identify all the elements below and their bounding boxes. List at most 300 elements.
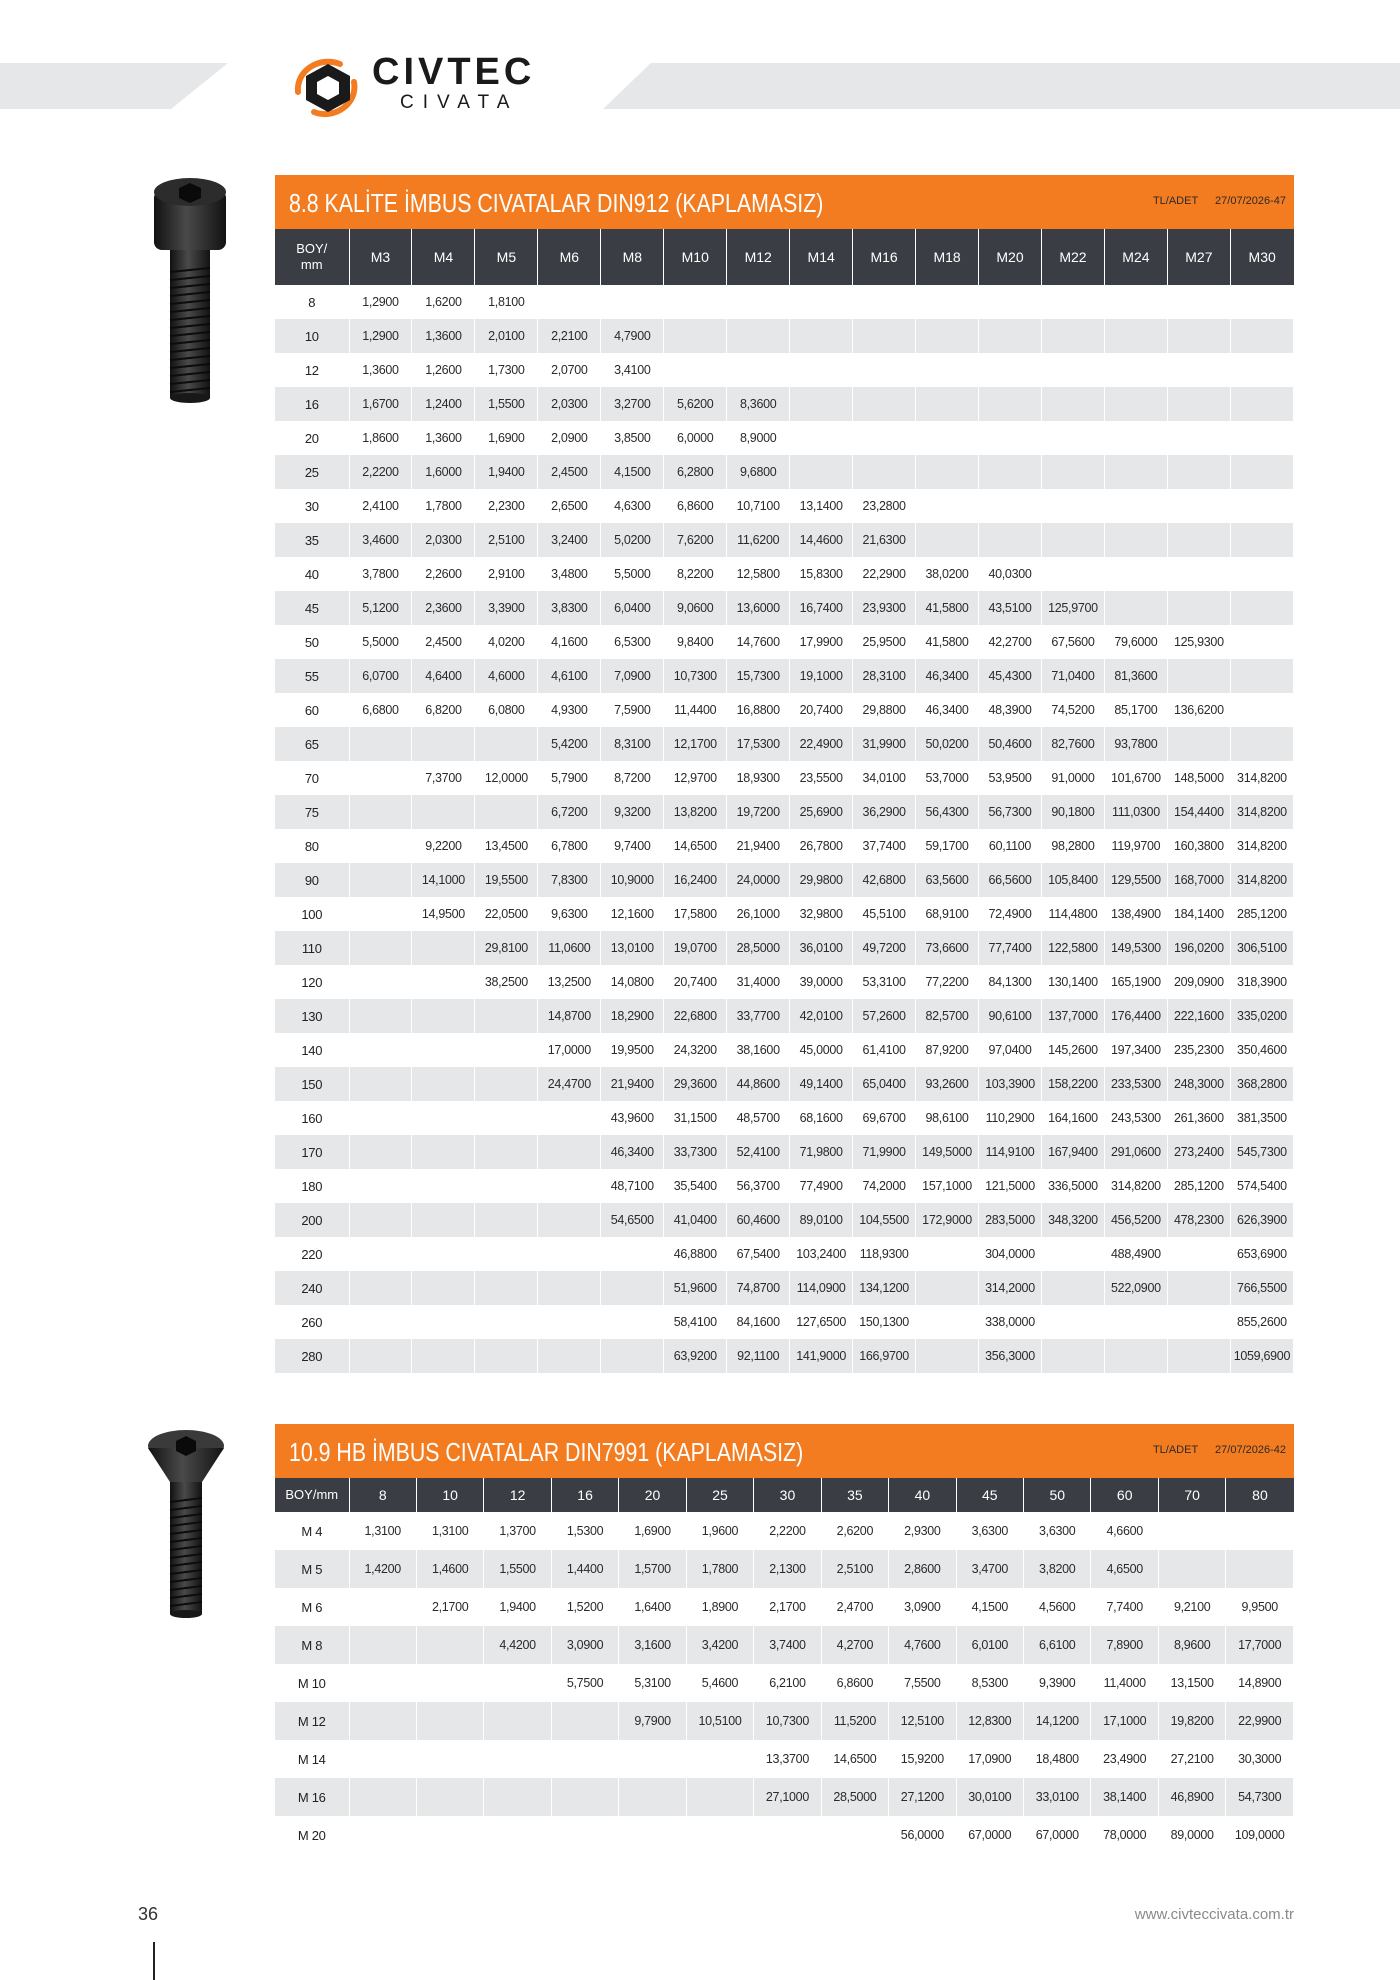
din912-price-cell: 8,3100: [601, 727, 664, 761]
din912-price-cell: 110,2900: [979, 1101, 1042, 1135]
din912-price-cell: 33,7300: [664, 1135, 727, 1169]
din912-price-cell: 273,2400: [1167, 1135, 1230, 1169]
din912-price-cell: 1,2600: [412, 353, 475, 387]
din912-price-cell: 46,3400: [601, 1135, 664, 1169]
din912-price-cell: 101,6700: [1104, 761, 1167, 795]
din912-price-cell: 35,5400: [664, 1169, 727, 1203]
website-url: www.civteccivata.com.tr: [1134, 1906, 1294, 1923]
din7991-price-cell: [754, 1816, 821, 1854]
din912-price-cell: 285,1200: [1230, 897, 1293, 931]
din912-price-cell: 318,3900: [1230, 965, 1293, 999]
din912-price-cell: 105,8400: [1041, 863, 1104, 897]
din7991-row-label: M 14: [275, 1740, 349, 1778]
din912-price-cell: 134,1200: [853, 1271, 916, 1305]
din912-table-row: [275, 353, 1294, 387]
din912-price-cell: [1230, 353, 1293, 387]
din912-price-cell: 6,0400: [601, 591, 664, 625]
din912-table-row: [275, 999, 1294, 1033]
din912-price-cell: 29,9800: [790, 863, 853, 897]
din7991-column-header: 35: [821, 1478, 888, 1512]
din912-price-cell: 368,2800: [1230, 1067, 1293, 1101]
din912-price-cell: 4,6100: [538, 659, 601, 693]
din912-price-cell: 14,4600: [790, 523, 853, 557]
din7991-price-cell: 9,3900: [1024, 1664, 1091, 1702]
din912-price-cell: 60,1100: [979, 829, 1042, 863]
din912-price-cell: 21,9400: [727, 829, 790, 863]
din7991-price-cell: 2,1300: [754, 1550, 821, 1588]
din912-price-cell: 12,5800: [727, 557, 790, 591]
din912-price-cell: 168,7000: [1167, 863, 1230, 897]
din912-row-label: 130: [275, 999, 349, 1033]
din912-price-cell: 19,0700: [664, 931, 727, 965]
din912-price-cell: 9,2200: [412, 829, 475, 863]
din912-price-cell: 127,6500: [790, 1305, 853, 1339]
din912-price-cell: [790, 455, 853, 489]
din912-price-cell: 314,8200: [1104, 1169, 1167, 1203]
din912-price-cell: 6,5300: [601, 625, 664, 659]
din912-price-cell: 348,3200: [1041, 1203, 1104, 1237]
din7991-price-cell: 3,6300: [1024, 1512, 1091, 1550]
din912-price-cell: [916, 455, 979, 489]
din912-price-cell: [1167, 523, 1230, 557]
din7991-price-section: [275, 1424, 1294, 1854]
din912-price-cell: 2,2300: [475, 489, 538, 523]
din912-price-cell: 18,2900: [601, 999, 664, 1033]
din7991-price-cell: 33,0100: [1024, 1778, 1091, 1816]
din7991-price-cell: 18,4800: [1024, 1740, 1091, 1778]
din912-price-cell: [1104, 285, 1167, 319]
din7991-price-cell: 27,2100: [1158, 1740, 1225, 1778]
din912-price-cell: 1,9400: [475, 455, 538, 489]
din912-row-label: 60: [275, 693, 349, 727]
din912-price-cell: [1041, 1305, 1104, 1339]
din7991-price-cell: 28,5000: [821, 1778, 888, 1816]
din912-price-cell: [1041, 319, 1104, 353]
din912-price-cell: 150,1300: [853, 1305, 916, 1339]
din912-price-cell: 4,6300: [601, 489, 664, 523]
din912-price-cell: 42,0100: [790, 999, 853, 1033]
din912-price-cell: 11,6200: [727, 523, 790, 557]
din912-row-label: 170: [275, 1135, 349, 1169]
din912-price-cell: 16,7400: [790, 591, 853, 625]
din7991-price-cell: [349, 1778, 416, 1816]
din7991-price-cell: 1,4600: [416, 1550, 483, 1588]
din912-price-cell: [412, 1033, 475, 1067]
din912-row-label: 30: [275, 489, 349, 523]
din912-price-cell: 68,1600: [790, 1101, 853, 1135]
din912-price-cell: 522,0900: [1104, 1271, 1167, 1305]
din912-table-row: [275, 1237, 1294, 1271]
din912-price-cell: [601, 1271, 664, 1305]
din912-price-cell: 50,4600: [979, 727, 1042, 761]
din912-price-cell: 478,2300: [1167, 1203, 1230, 1237]
din912-price-cell: 59,1700: [916, 829, 979, 863]
din912-price-cell: [475, 1135, 538, 1169]
din912-table-row: [275, 1033, 1294, 1067]
din912-table-row: [275, 1305, 1294, 1339]
din912-price-cell: 20,7400: [790, 693, 853, 727]
din912-price-cell: 23,5500: [790, 761, 853, 795]
din7991-price-cell: [484, 1778, 551, 1816]
din912-price-cell: [349, 1067, 412, 1101]
din912-price-cell: 84,1600: [727, 1305, 790, 1339]
din7991-price-cell: 1,5300: [551, 1512, 618, 1550]
din912-price-cell: 5,5000: [349, 625, 412, 659]
din912-price-cell: [601, 1237, 664, 1271]
din912-price-cell: [1041, 557, 1104, 591]
din912-price-cell: 22,6800: [664, 999, 727, 1033]
din912-price-cell: 53,7000: [916, 761, 979, 795]
din912-row-label: 260: [275, 1305, 349, 1339]
din912-price-cell: 456,5200: [1104, 1203, 1167, 1237]
din7991-price-cell: [619, 1816, 686, 1854]
din7991-table-row: [275, 1664, 1294, 1702]
din912-price-cell: 41,5800: [916, 591, 979, 625]
din7991-price-cell: 17,1000: [1091, 1702, 1158, 1740]
din7991-price-cell: [821, 1816, 888, 1854]
din912-price-cell: 90,6100: [979, 999, 1042, 1033]
din912-price-cell: 2,2600: [412, 557, 475, 591]
din912-price-cell: [1230, 727, 1293, 761]
din912-price-cell: 166,9700: [853, 1339, 916, 1373]
din7991-price-cell: 2,5100: [821, 1550, 888, 1588]
din912-table-row: [275, 965, 1294, 999]
din912-price-cell: 74,2000: [853, 1169, 916, 1203]
din912-column-header: M22: [1041, 229, 1104, 285]
din7991-price-cell: [551, 1778, 618, 1816]
din912-price-cell: 31,1500: [664, 1101, 727, 1135]
din912-price-cell: [853, 387, 916, 421]
din912-price-cell: [538, 1339, 601, 1373]
hex-nut-logo-icon: [288, 52, 368, 122]
din912-price-cell: 1,2400: [412, 387, 475, 421]
din912-price-cell: 1,2900: [349, 319, 412, 353]
din7991-price-cell: 1,3100: [416, 1512, 483, 1550]
din912-price-cell: [664, 319, 727, 353]
din912-price-cell: 2,9100: [475, 557, 538, 591]
din912-price-cell: 56,3700: [727, 1169, 790, 1203]
din912-table-row: [275, 1169, 1294, 1203]
din912-price-cell: 291,0600: [1104, 1135, 1167, 1169]
din912-price-cell: 67,5400: [727, 1237, 790, 1271]
din912-price-cell: 1,7300: [475, 353, 538, 387]
din7991-price-cell: 12,8300: [956, 1702, 1023, 1740]
header-band-left: [0, 63, 228, 109]
din912-price-cell: 114,9100: [979, 1135, 1042, 1169]
din912-price-cell: [1041, 523, 1104, 557]
din7991-price-cell: 1,8900: [686, 1588, 753, 1626]
din912-price-cell: 69,6700: [853, 1101, 916, 1135]
din7991-price-cell: 3,0900: [889, 1588, 956, 1626]
din912-price-cell: 1,7800: [412, 489, 475, 523]
din912-price-cell: 114,4800: [1041, 897, 1104, 931]
din912-row-label: 50: [275, 625, 349, 659]
din912-price-cell: [916, 1305, 979, 1339]
brand-subname: CIVATA: [400, 92, 519, 113]
din7991-price-cell: 3,1600: [619, 1626, 686, 1664]
header-band-right: [603, 63, 1400, 109]
din912-table-row: [275, 1101, 1294, 1135]
din912-price-cell: 2,0900: [538, 421, 601, 455]
din7991-price-cell: [349, 1740, 416, 1778]
din912-price-cell: 184,1400: [1167, 897, 1230, 931]
din912-price-cell: 48,3900: [979, 693, 1042, 727]
din912-price-cell: [475, 1339, 538, 1373]
din912-price-cell: 13,6000: [727, 591, 790, 625]
din912-price-cell: [349, 795, 412, 829]
din912-price-cell: 8,9000: [727, 421, 790, 455]
din912-price-cell: [349, 1169, 412, 1203]
din912-row-label: 280: [275, 1339, 349, 1373]
din912-price-cell: 45,4300: [979, 659, 1042, 693]
din7991-price-cell: 1,5500: [484, 1550, 551, 1588]
din912-price-cell: 21,9400: [601, 1067, 664, 1101]
din7991-price-cell: 27,1000: [754, 1778, 821, 1816]
din912-price-cell: 9,6800: [727, 455, 790, 489]
din912-price-cell: [1230, 591, 1293, 625]
din912-price-cell: 82,5700: [916, 999, 979, 1033]
din912-price-cell: [1041, 353, 1104, 387]
din912-price-cell: [1167, 591, 1230, 625]
din912-table-row: [275, 931, 1294, 965]
din912-price-cell: 285,1200: [1167, 1169, 1230, 1203]
din912-price-cell: 3,8300: [538, 591, 601, 625]
din912-row-label: 160: [275, 1101, 349, 1135]
din912-price-cell: 104,5500: [853, 1203, 916, 1237]
din912-price-cell: 138,4900: [1104, 897, 1167, 931]
din912-price-cell: 16,8800: [727, 693, 790, 727]
din7991-price-cell: 4,4200: [484, 1626, 551, 1664]
din912-table-row: [275, 1271, 1294, 1305]
din7991-price-cell: 4,1500: [956, 1588, 1023, 1626]
din912-price-cell: 7,8300: [538, 863, 601, 897]
din7991-row-label: M 8: [275, 1626, 349, 1664]
din912-price-cell: [538, 1271, 601, 1305]
din912-section-meta: [1139, 195, 1286, 207]
din912-column-header: M6: [538, 229, 601, 285]
din912-price-cell: [1230, 285, 1293, 319]
din912-price-cell: 5,4200: [538, 727, 601, 761]
din912-price-cell: 13,4500: [475, 829, 538, 863]
din912-price-cell: 1059,6900: [1230, 1339, 1293, 1373]
din7991-price-cell: [686, 1740, 753, 1778]
din912-price-cell: 58,4100: [664, 1305, 727, 1339]
din912-price-cell: 248,3000: [1167, 1067, 1230, 1101]
din912-row-label: 40: [275, 557, 349, 591]
din912-price-cell: 6,2800: [664, 455, 727, 489]
din912-row-label: 8: [275, 285, 349, 319]
din912-table-row: [275, 387, 1294, 421]
din7991-price-cell: 11,4000: [1091, 1664, 1158, 1702]
din912-price-cell: [853, 455, 916, 489]
din912-price-cell: 15,8300: [790, 557, 853, 591]
din7991-price-cell: [484, 1664, 551, 1702]
din912-table-row: [275, 1203, 1294, 1237]
din912-price-cell: 9,7400: [601, 829, 664, 863]
din912-price-cell: 17,9900: [790, 625, 853, 659]
din912-price-cell: 4,0200: [475, 625, 538, 659]
din912-corner-header: BOY/ mm: [275, 229, 349, 285]
din912-price-cell: 23,2800: [853, 489, 916, 523]
din912-table-row: [275, 829, 1294, 863]
din912-price-cell: [979, 523, 1042, 557]
din912-price-cell: 2,3600: [412, 591, 475, 625]
din912-price-cell: 8,2200: [664, 557, 727, 591]
din912-price-cell: [1167, 489, 1230, 523]
din7991-price-cell: 3,8200: [1024, 1550, 1091, 1588]
din7991-unit-label: TL/ADET: [1152, 1444, 1198, 1456]
din912-price-cell: 20,7400: [664, 965, 727, 999]
din7991-price-cell: 1,3100: [349, 1512, 416, 1550]
din912-price-cell: [349, 931, 412, 965]
din912-row-label: 150: [275, 1067, 349, 1101]
din7991-price-cell: 30,3000: [1226, 1740, 1294, 1778]
din7991-price-cell: [349, 1664, 416, 1702]
din7991-price-cell: 11,5200: [821, 1702, 888, 1740]
din912-table-row: [275, 455, 1294, 489]
din912-price-section: [275, 175, 1294, 1373]
din7991-price-table: [275, 1478, 1294, 1854]
din912-price-cell: 172,9000: [916, 1203, 979, 1237]
din912-price-cell: 5,6200: [664, 387, 727, 421]
din912-price-cell: 71,9800: [790, 1135, 853, 1169]
din7991-price-cell: 1,6400: [619, 1588, 686, 1626]
din7991-price-cell: 38,1400: [1091, 1778, 1158, 1816]
din912-price-cell: [349, 1305, 412, 1339]
din912-price-cell: [979, 319, 1042, 353]
din912-price-cell: 3,2700: [601, 387, 664, 421]
din7991-bolt-image: [146, 1426, 226, 1620]
din7991-section-header: [275, 1424, 1294, 1478]
din912-price-cell: [1104, 421, 1167, 455]
din912-price-cell: [412, 965, 475, 999]
din912-price-cell: [916, 1271, 979, 1305]
din912-price-cell: 1,6200: [412, 285, 475, 319]
din912-price-cell: [1167, 353, 1230, 387]
din912-price-cell: 13,8200: [664, 795, 727, 829]
din7991-price-cell: 14,8900: [1226, 1664, 1294, 1702]
din912-price-cell: 82,7600: [1041, 727, 1104, 761]
din912-price-cell: 314,8200: [1230, 829, 1293, 863]
din7991-price-cell: 56,0000: [889, 1816, 956, 1854]
din912-price-cell: [916, 421, 979, 455]
din7991-price-cell: 13,1500: [1158, 1664, 1225, 1702]
din7991-row-label: M 16: [275, 1778, 349, 1816]
din912-price-cell: 91,0000: [1041, 761, 1104, 795]
din912-table-row: [275, 489, 1294, 523]
din7991-price-cell: 2,1700: [754, 1588, 821, 1626]
din912-price-cell: [1041, 387, 1104, 421]
din912-price-cell: 125,9300: [1167, 625, 1230, 659]
din7991-column-header: 45: [956, 1478, 1023, 1512]
din7991-price-cell: 9,7900: [619, 1702, 686, 1740]
din912-table-row: [275, 421, 1294, 455]
page-margin-line: [153, 1942, 155, 1980]
din912-price-cell: [412, 1101, 475, 1135]
din912-price-cell: 165,1900: [1104, 965, 1167, 999]
din912-price-cell: 119,9700: [1104, 829, 1167, 863]
din912-price-cell: 65,0400: [853, 1067, 916, 1101]
din912-price-cell: [1230, 693, 1293, 727]
din912-price-cell: [1041, 1339, 1104, 1373]
din912-price-cell: [349, 1237, 412, 1271]
din912-price-cell: 149,5300: [1104, 931, 1167, 965]
din912-price-cell: 72,4900: [979, 897, 1042, 931]
din912-price-cell: 39,0000: [790, 965, 853, 999]
din912-price-cell: [538, 1101, 601, 1135]
din7991-price-cell: 4,6600: [1091, 1512, 1158, 1550]
din912-column-header: M14: [790, 229, 853, 285]
din7991-price-cell: [619, 1740, 686, 1778]
din912-price-cell: 6,8600: [664, 489, 727, 523]
din912-price-cell: [349, 1101, 412, 1135]
din912-price-cell: [349, 829, 412, 863]
din912-column-header: M8: [601, 229, 664, 285]
din7991-price-cell: 1,7800: [686, 1550, 753, 1588]
din7991-price-cell: 2,9300: [889, 1512, 956, 1550]
din7991-price-cell: 10,5100: [686, 1702, 753, 1740]
din912-price-cell: [1230, 421, 1293, 455]
din912-price-cell: [601, 285, 664, 319]
din912-row-label: 100: [275, 897, 349, 931]
din912-price-cell: [1230, 557, 1293, 591]
din912-price-cell: [1041, 455, 1104, 489]
din912-price-cell: 51,9600: [664, 1271, 727, 1305]
din912-price-cell: 56,7300: [979, 795, 1042, 829]
din912-table-row: [275, 795, 1294, 829]
din7991-price-cell: [551, 1740, 618, 1778]
din912-price-cell: 9,8400: [664, 625, 727, 659]
din912-price-cell: [349, 863, 412, 897]
din912-table-row: [275, 863, 1294, 897]
din912-price-cell: 125,9700: [1041, 591, 1104, 625]
din912-price-cell: 3,4100: [601, 353, 664, 387]
din912-row-label: 65: [275, 727, 349, 761]
din912-row-label: 10: [275, 319, 349, 353]
din912-price-cell: [790, 387, 853, 421]
din912-price-cell: [475, 1033, 538, 1067]
din912-price-cell: 2,2100: [538, 319, 601, 353]
din912-price-cell: 19,1000: [790, 659, 853, 693]
din912-price-cell: 46,8800: [664, 1237, 727, 1271]
din912-price-cell: 626,3900: [1230, 1203, 1293, 1237]
din7991-column-header: 80: [1226, 1478, 1294, 1512]
din7991-price-cell: 67,0000: [956, 1816, 1023, 1854]
din912-price-cell: 7,5900: [601, 693, 664, 727]
din912-price-cell: 12,1600: [601, 897, 664, 931]
din7991-table-row: [275, 1626, 1294, 1664]
din912-table-row: [275, 1135, 1294, 1169]
din7991-row-label: M 4: [275, 1512, 349, 1550]
din7991-table-row: [275, 1778, 1294, 1816]
din912-price-cell: [979, 353, 1042, 387]
din912-price-cell: 197,3400: [1104, 1033, 1167, 1067]
din912-price-cell: [601, 1305, 664, 1339]
din912-price-cell: 87,9200: [916, 1033, 979, 1067]
din912-price-cell: 40,0300: [979, 557, 1042, 591]
din912-price-cell: [916, 285, 979, 319]
din7991-price-cell: 5,7500: [551, 1664, 618, 1702]
din912-price-cell: 5,7900: [538, 761, 601, 795]
din7991-price-cell: [1158, 1550, 1225, 1588]
din7991-price-cell: [551, 1702, 618, 1740]
din912-price-cell: [1104, 591, 1167, 625]
din7991-price-cell: 3,4200: [686, 1626, 753, 1664]
din912-price-cell: [538, 1305, 601, 1339]
din912-price-cell: 1,6000: [412, 455, 475, 489]
din912-price-cell: 12,0000: [475, 761, 538, 795]
din912-price-cell: [1041, 489, 1104, 523]
